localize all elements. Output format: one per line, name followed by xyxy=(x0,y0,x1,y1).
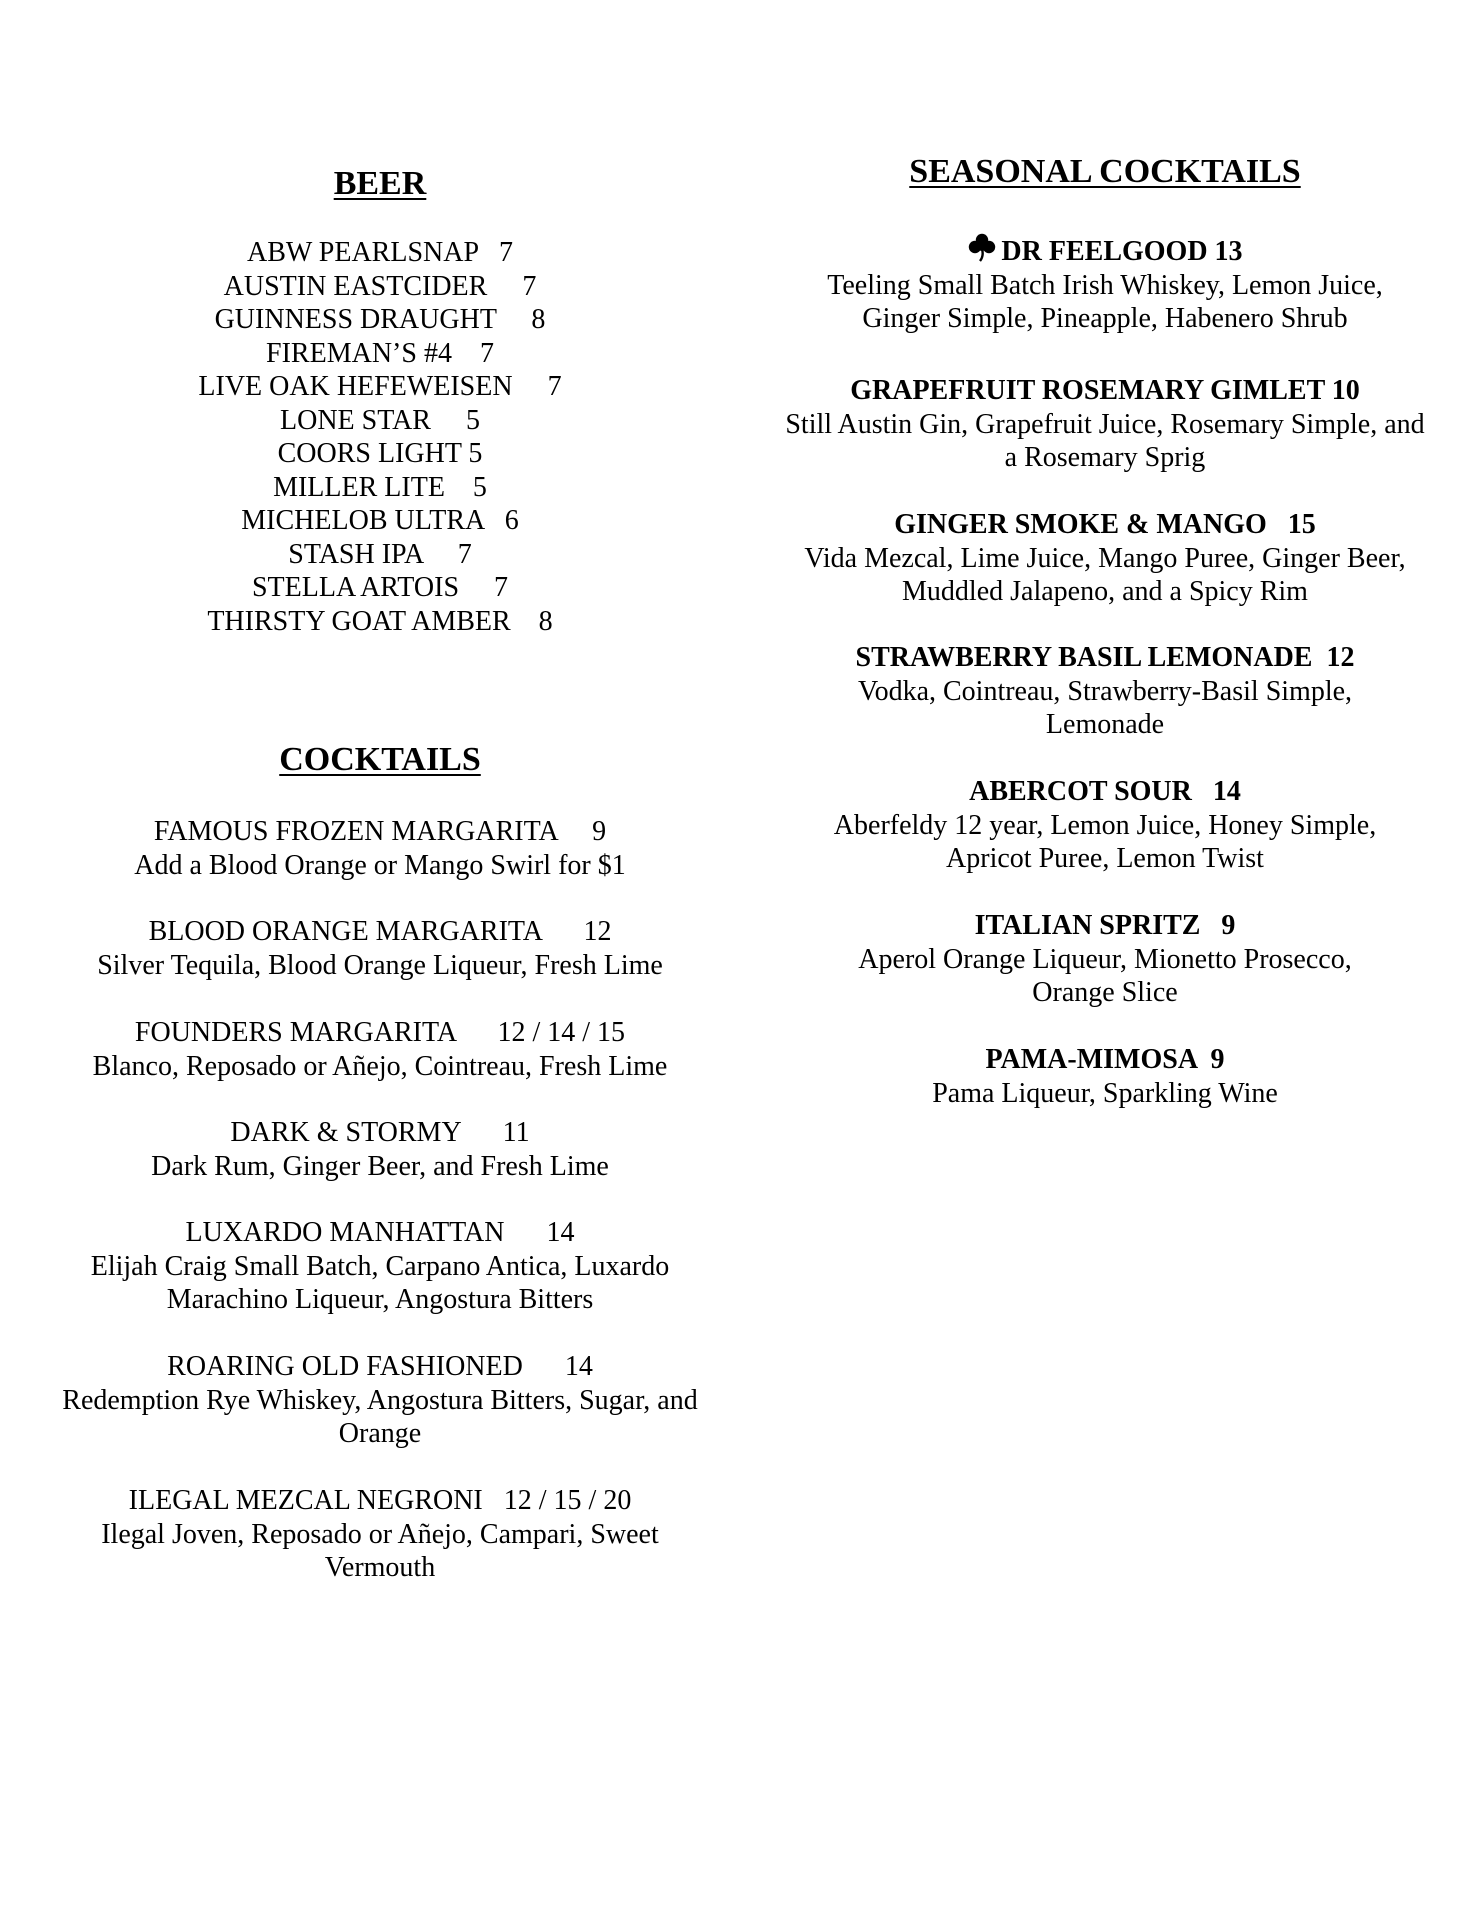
cocktail-title: DARK & STORMY 11 xyxy=(230,1117,530,1148)
cocktail-item xyxy=(60,1016,700,1083)
seasonal-title: GRAPEFRUIT ROSEMARY GIMLET 10 xyxy=(850,375,1360,406)
seasonal-cocktails-heading: SEASONAL COCKTAILS xyxy=(909,153,1301,190)
seasonal-item xyxy=(830,909,1380,1010)
seasonal-description: Aberfeldy 12 year, Lemon Juice, Honey Simple, Apricot Puree, Lemon Twist xyxy=(833,809,1377,874)
beer-heading: BEER xyxy=(333,165,427,202)
beer-item: COORS LIGHT 5 xyxy=(277,438,483,469)
cocktail-title: BLOOD ORANGE MARGARITA 12 xyxy=(148,916,612,947)
cocktail-description: Redemption Rye Whiskey, Angostura Bitters, Sugar, and Orange xyxy=(62,1384,698,1449)
beer-item: FIREMAN’S #4 7 xyxy=(266,337,494,369)
cocktail-item xyxy=(60,1116,700,1183)
cocktail-description: Blanco, Reposado or Añejo, Cointreau, Fresh Lime xyxy=(92,1050,668,1082)
cocktail-item xyxy=(60,815,700,882)
seasonal-title: DR FEELGOOD 13 xyxy=(1001,236,1243,267)
beer-item: ABW PEARLSNAP 7 xyxy=(246,237,514,268)
seasonal-title: GINGER SMOKE & MANGO 15 xyxy=(894,509,1316,540)
cocktail-item xyxy=(60,1350,700,1451)
cocktail-title: LUXARDO MANHATTAN 14 xyxy=(185,1217,575,1248)
seasonal-title: ITALIAN SPRITZ 9 xyxy=(974,910,1236,941)
seasonal-item xyxy=(770,508,1440,609)
cocktail-item xyxy=(60,915,700,982)
seasonal-description: Pama Liqueur, Sparkling Wine xyxy=(932,1077,1278,1109)
seasonal-item xyxy=(790,232,1420,336)
seasonal-description: Teeling Small Batch Irish Whiskey, Lemon Juice, Ginger Simple, Pineapple, Habenero Shrub xyxy=(827,269,1383,334)
beer-item: LIVE OAK HEFEWEISEN 7 xyxy=(198,371,562,402)
cocktail-item xyxy=(70,1216,690,1317)
beer-list xyxy=(60,236,700,638)
seasonal-description: Still Austin Gin, Grapefruit Juice, Rosemary Simple, and a Rosemary Sprig xyxy=(785,408,1425,473)
cocktail-description: Ilegal Joven, Reposado or Añejo, Campari, Sweet Vermouth xyxy=(101,1518,659,1583)
cocktail-item xyxy=(80,1484,680,1585)
seasonal-item xyxy=(770,1043,1440,1110)
shamrock-icon xyxy=(967,232,997,262)
beer-item: STELLA ARTOIS 7 xyxy=(251,572,509,603)
cocktail-title: FAMOUS FROZEN MARGARITA 9 xyxy=(153,816,607,847)
seasonal-title: ABERCOT SOUR 14 xyxy=(969,776,1241,807)
seasonal-description: Vodka, Cointreau, Strawberry-Basil Simple, Lemonade xyxy=(857,675,1353,740)
beer-item: MILLER LITE 5 xyxy=(273,471,487,503)
seasonal-item xyxy=(800,775,1410,876)
beer-item: THIRSTY GOAT AMBER 8 xyxy=(207,605,553,637)
beer-item: GUINNESS DRAUGHT 8 xyxy=(214,304,546,335)
beer-item: MICHELOB ULTRA 6 xyxy=(241,505,519,536)
cocktail-title: FOUNDERS MARGARITA 12 / 14 / 15 xyxy=(134,1017,626,1048)
seasonal-item xyxy=(780,374,1430,475)
seasonal-item xyxy=(830,641,1380,742)
beer-item: LONE STAR 5 xyxy=(280,404,480,436)
beer-item: STASH IPA 7 xyxy=(288,538,472,570)
seasonal-description: Vida Mezcal, Lime Juice, Mango Puree, Ginger Beer, Muddled Jalapeno, and a Spicy Rim xyxy=(804,542,1406,607)
cocktail-description: Add a Blood Orange or Mango Swirl for $1 xyxy=(134,849,626,881)
beer-item: AUSTIN EASTCIDER 7 xyxy=(223,270,537,302)
seasonal-description: Aperol Orange Liqueur, Mionetto Prosecco, Orange Slice xyxy=(858,943,1352,1008)
seasonal-title: STRAWBERRY BASIL LEMONADE 12 xyxy=(855,642,1355,673)
seasonal-title: PAMA-MIMOSA 9 xyxy=(985,1044,1225,1075)
cocktails-heading: COCKTAILS xyxy=(279,741,481,778)
cocktail-description: Silver Tequila, Blood Orange Liqueur, Fresh Lime xyxy=(97,949,663,981)
cocktail-title: ILEGAL MEZCAL NEGRONI 12 / 15 / 20 xyxy=(128,1485,632,1516)
cocktail-description: Elijah Craig Small Batch, Carpano Antica, Luxardo Marachino Liqueur, Angostura Bitters xyxy=(90,1250,670,1315)
seasonal-title-row xyxy=(790,232,1420,269)
cocktail-description: Dark Rum, Ginger Beer, and Fresh Lime xyxy=(151,1150,609,1182)
cocktail-title: ROARING OLD FASHIONED 14 xyxy=(167,1351,593,1382)
